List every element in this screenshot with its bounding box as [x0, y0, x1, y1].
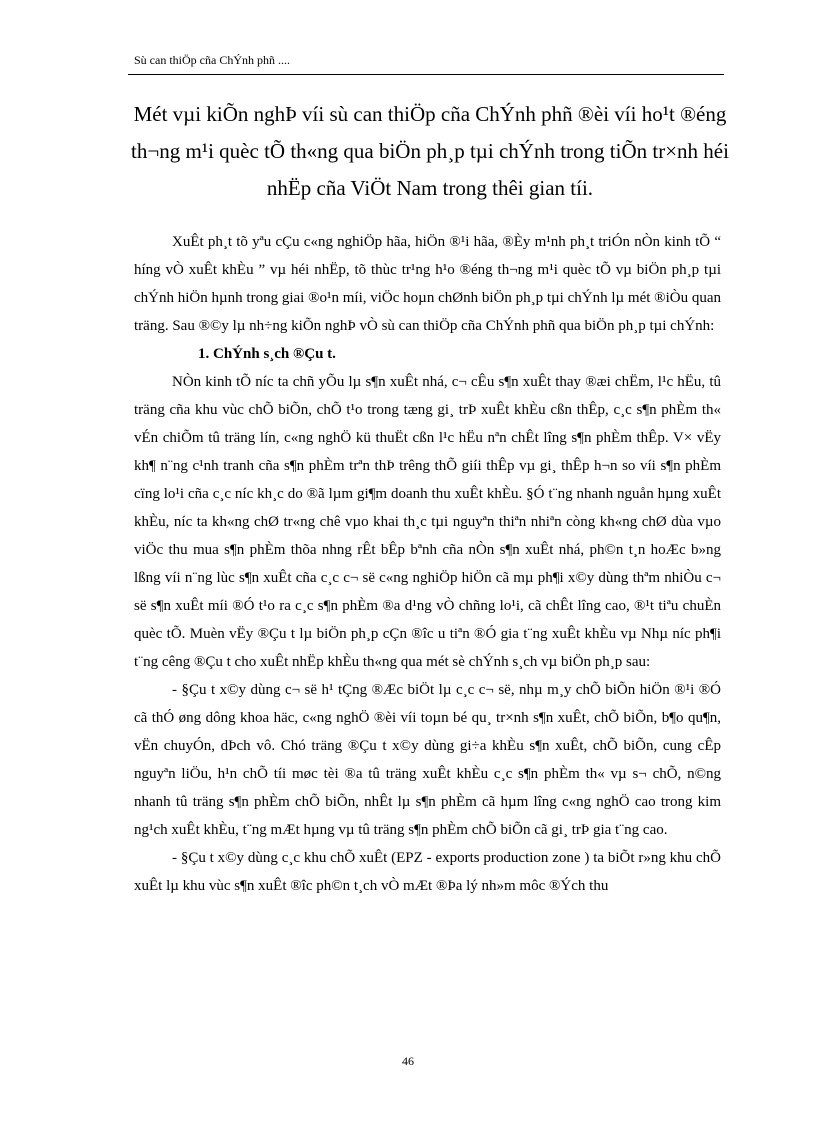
bullet-paragraph: - §Çu t x©y dùng c¬ së h¹ tÇng ®Æc biÖt lµ c¸c c¬ së, nhµ m¸y chÕ biÕn hiÖn ®¹i ®Ó cã thÓ øng dông khoa häc, c«ng nghÖ ®èi víi toµn bé qu¸ tr×nh s¶n xuÊt, chÕ biÕn, b¶o qu¶n, vËn chuyÓn, dÞch vô. Chó träng ®Çu t x©y dùng gi÷a khÈu s¶n xuÊt, chÕ biÕn, cung cÊp nguyªn liÖu, h¹n chÕ tíi møc tèi ®a tû träng xuÊt khÈu c¸c s¶n phÈm th« vµ s¬ chÕ, n©ng nhanh tû träng s¶n phÈm chÕ biÕn, nhÊt lµ s¶n phÈm cã hµm lîng c«ng nghÖ cao trong kim ng¹ch xuÊt khÈu, t¨ng mÆt hµng vµ tû träng s¶n phÈm chÕ biÕn cã gi¸ trÞ gia t¨ng cao.: [134, 682, 721, 838]
running-header: Sù can thiÖp cña ChÝnh phñ ....: [134, 53, 290, 67]
bullet-paragraph: - §Çu t x©y dùng c¸c khu chÕ xuÊt (EPZ - exports production zone ) ta biÕt r»ng khu chÕ xuÊt lµ khu vùc s¶n xuÊt ®îc ph©n t¸ch vÒ mÆt ®Þa lý nh»m môc ®Ých thu: [134, 850, 721, 894]
body-paragraph: NÒn kinh tÕ níc ta chñ yÕu lµ s¶n xuÊt nhá, c¬ cÊu s¶n xuÊt thay ®æi chËm, l¹c hËu, tû träng cña khu vùc chÕ biÕn, chÕ t¹o trong tæng gi¸ trÞ xuÊt khÈu cßn thÊp, c¸c s¶n phÈm th« vÉn chiÕm tû träng lín, c«ng nghÖ kü thuËt cßn l¹c hËu nªn chÊt lîng s¶n phÈm thÊp. V× vËy kh¶ n¨ng c¹nh tranh cña s¶n phÈm trªn thÞ trêng thÕ giíi thÊp vµ gi¸ thÊp h¬n so víi s¶n phÈm cïng lo¹i cña c¸c níc kh¸c do ®ã lµm gi¶m doanh thu xuÊt khÈu. §Ó t¨ng nhanh nguån hµng xuÊt khÈu, níc ta kh«ng chØ tr«ng chê vµo khai th¸c tµi nguyªn thiªn nhiªn còng kh«ng chØ dùa vµo viÖc thu mua s¶n phÈm thõa nhng rÊt bÊp bªnh cña nÒn s¶n xuÊt nhá, ph©n t¸n hoÆc b»ng lßng víi n¨ng lùc s¶n xuÊt cña c¸c c¬ së c«ng nghiÖp hiÖn cã mµ ph¶i x©y dùng thªm nhiÒu c¬ së s¶n xuÊt míi ®Ó t¹o ra c¸c s¶n phÈm ®a d¹ng vÒ chñng lo¹i, cã chÊt lîng cao, ®¹t tiªu chuÈn quèc tÕ. Muèn vËy ®Çu t lµ biÖn ph¸p cÇn ®îc u tiªn ®Ó gia t¨ng xuÊt khÈu vµ Nhµ níc ph¶i t¨ng cêng ®Çu t cho xuÊt nhËp khÈu th«ng qua mét sè chÝnh s¸ch vµ biÖn ph¸p sau:: [134, 374, 721, 670]
header-divider: [128, 74, 724, 75]
intro-paragraph: XuÊt ph¸t tõ yªu cÇu c«ng nghiÖp hãa, hiÖn ®¹i hãa, ®Èy m¹nh ph¸t triÓn nÒn kinh tÕ “ híng vÒ xuÊt khÈu ” vµ héi nhËp, tõ thùc tr¹ng h¹o ®éng th¬ng m¹i quèc tÕ vµ biÖn ph¸p tµi chÝnh hiÖn hµnh trong giai ®o¹n míi, viÖc hoµn chØnh biÖn ph¸p tµi chÝnh lµ mét ®iÒu quan träng. Sau ®©y lµ nh÷ng kiÕn nghÞ vÒ sù can thiÖp cña ChÝnh phñ qua biÖn ph¸p tµi chÝnh:: [134, 234, 721, 334]
section-heading: 1. ChÝnh s¸ch ®Çu t.: [198, 346, 336, 362]
page-number: 46: [402, 1054, 414, 1068]
document-body: [134, 228, 721, 900]
section-title: Mét vµi kiÕn nghÞ víi sù can thiÖp cña ChÝnh phñ ®èi víi ho¹t ®éng th¬ng m¹i quèc tÕ th«ng qua biÖn ph¸p tµi chÝnh trong tiÕn tr×nh héi nhËp cña ViÖt Nam trong thêi gian tíi.: [131, 102, 729, 200]
